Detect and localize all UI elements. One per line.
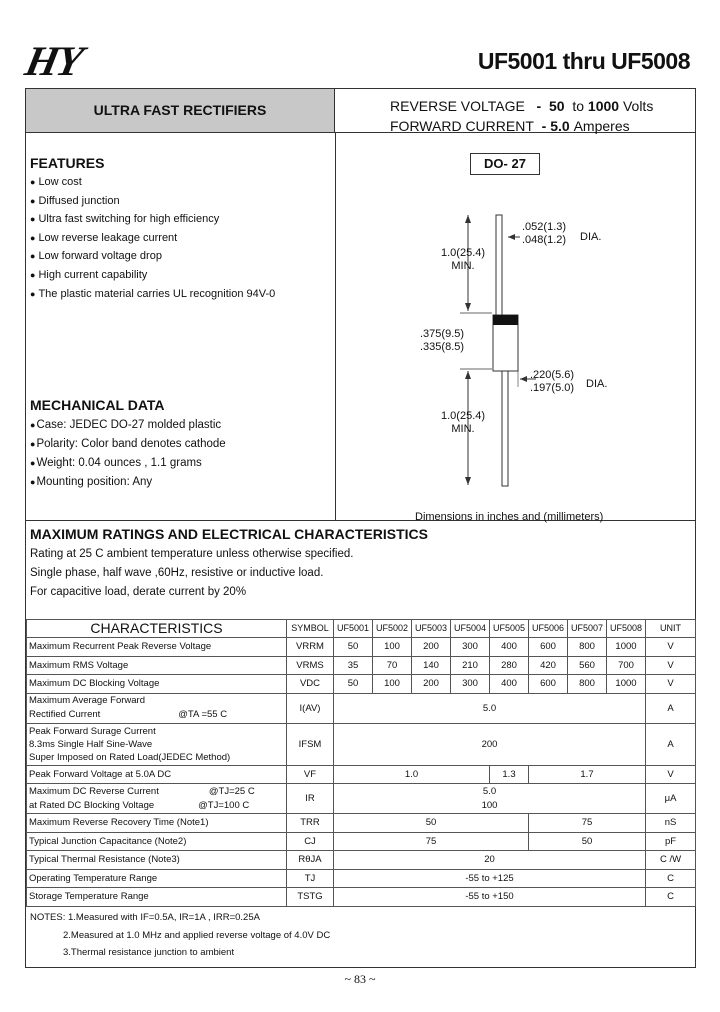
list-item: ● Low forward voltage drop — [30, 247, 275, 266]
ratings-notes — [30, 545, 353, 602]
lead-length-bottom-dim: 1.0(25.4) MIN. — [441, 410, 486, 435]
list-item: ● Ultra fast switching for high efficiency — [30, 210, 275, 229]
company-logo: HY — [21, 39, 86, 85]
body-dia-dim: .220(5.6) .197(5.0) — [530, 369, 575, 394]
rating-line: Rating at 25 C ambient temperature unless otherwise specified. — [30, 548, 354, 560]
product-type: ULTRA FAST RECTIFIERS — [93, 102, 267, 118]
table-row: Maximum Average Forward Rectified Current @TA =55 C I(AV) 5.0 A — [27, 693, 696, 723]
table-row: Typical Junction Capacitance (Note2) CJ 75 50 pF — [27, 832, 696, 851]
table-row: Storage Temperature Range TSTG -55 to +150 C — [27, 888, 696, 907]
features-list — [30, 173, 275, 303]
header-unit: UNIT — [646, 620, 696, 638]
list-item: ● High current capability — [30, 266, 275, 285]
package-label: DO- 27 — [470, 153, 540, 175]
header-characteristics: CHARACTERISTICS — [27, 620, 287, 638]
header-part: UF5005 — [490, 620, 529, 638]
header-part: UF5006 — [529, 620, 568, 638]
lead-bottom — [502, 371, 508, 486]
mechanical-list — [30, 416, 226, 492]
ratings-heading: MAXIMUM RATINGS AND ELECTRICAL CHARACTERISTICS — [30, 526, 428, 542]
table-row: Typical Thermal Resistance (Note3) RθJA 20 C /W — [27, 851, 696, 870]
note: NOTES: 1.Measured with IF=0.5A, IR=1A , IRR=0.25A — [30, 912, 260, 923]
rating-line: For capacitive load, derate current by 20% — [30, 586, 247, 598]
header-part: UF5002 — [373, 620, 412, 638]
lead-dia-dim: .052(1.3) .048(1.2) — [522, 221, 567, 246]
list-item: ● Mounting position: Any — [30, 473, 226, 492]
cathode-band — [493, 315, 518, 325]
product-banner — [26, 89, 335, 132]
lead-length-top-dim: 1.0(25.4) MIN. — [441, 247, 486, 272]
notes — [30, 909, 330, 962]
body-dia-label: DIA. — [586, 378, 608, 390]
table-row: Peak Forward Surage Current 8.3ms Single Half Sine-Wave Super Imposed on Rated Load(JEDEC Method) IFSM 200 A — [27, 723, 696, 765]
lead-dia-label: DIA. — [580, 231, 602, 243]
forward-current-line: FORWARD CURRENT - 5.0 Amperes — [390, 118, 630, 134]
header-part: UF5003 — [412, 620, 451, 638]
header-part: UF5008 — [607, 620, 646, 638]
table-row: Peak Forward Voltage at 5.0A DC VF 1.0 1.3 1.7 V — [27, 765, 696, 784]
list-item: ● Low cost — [30, 173, 275, 192]
header-part: UF5001 — [334, 620, 373, 638]
reverse-voltage-line: REVERSE VOLTAGE - 50 to 1000 Volts — [390, 98, 654, 114]
divider — [335, 132, 336, 520]
characteristics-table — [26, 619, 696, 907]
note: 3.Thermal resistance junction to ambient — [63, 947, 235, 958]
note: 2.Measured at 1.0 MHz and applied reverse voltage of 4.0V DC — [63, 929, 331, 941]
page-number: ~ 83 ~ — [344, 972, 376, 986]
table-row: Maximum RMS Voltage VRMS 35 70 140 210 280 420 560 700 V — [27, 656, 696, 675]
dimensions-caption: Dimensions in inches and (millimeters) — [415, 511, 604, 523]
list-item: ● Low reverse leakage current — [30, 229, 275, 248]
table-row: Maximum Reverse Recovery Time (Note1) TRR 50 75 nS — [27, 814, 696, 833]
header-symbol: SYMBOL — [287, 620, 334, 638]
list-item: ● The plastic material carries UL recognition 94V-0 — [30, 285, 275, 304]
header-part: UF5007 — [568, 620, 607, 638]
list-item: ● Diffused junction — [30, 192, 275, 211]
table-row: Operating Temperature Range TJ -55 to +125 C — [27, 869, 696, 888]
list-item: ● Case: JEDEC DO-27 molded plastic — [30, 416, 226, 435]
table-row: Maximum Recurrent Peak Reverse Voltage VRRM 50 100 200 300 400 600 800 1000 V — [27, 638, 696, 657]
table-row: Maximum DC Blocking Voltage VDC 50 100 200 300 400 600 800 1000 V — [27, 675, 696, 694]
list-item: ● Polarity: Color band denotes cathode — [30, 435, 226, 454]
body-length-dim: .375(9.5) .335(8.5) — [420, 328, 465, 353]
voltage-current-summary — [390, 96, 653, 136]
page-title: UF5001 thru UF5008 — [477, 48, 690, 74]
lead-top — [496, 215, 502, 317]
rating-line: Single phase, half wave ,60Hz, resistive or inductive load. — [30, 567, 324, 579]
table-header — [27, 620, 696, 638]
table-row: Maximum DC Reverse Current @TJ=25 C at Rated DC Blocking Voltage @TJ=100 C IR 5.0 100 μA — [27, 784, 696, 814]
mechanical-heading: MECHANICAL DATA — [30, 397, 165, 413]
header-part: UF5004 — [451, 620, 490, 638]
list-item: ● Weight: 0.04 ounces , 1.1 grams — [30, 454, 226, 473]
features-heading: FEATURES — [30, 155, 105, 171]
